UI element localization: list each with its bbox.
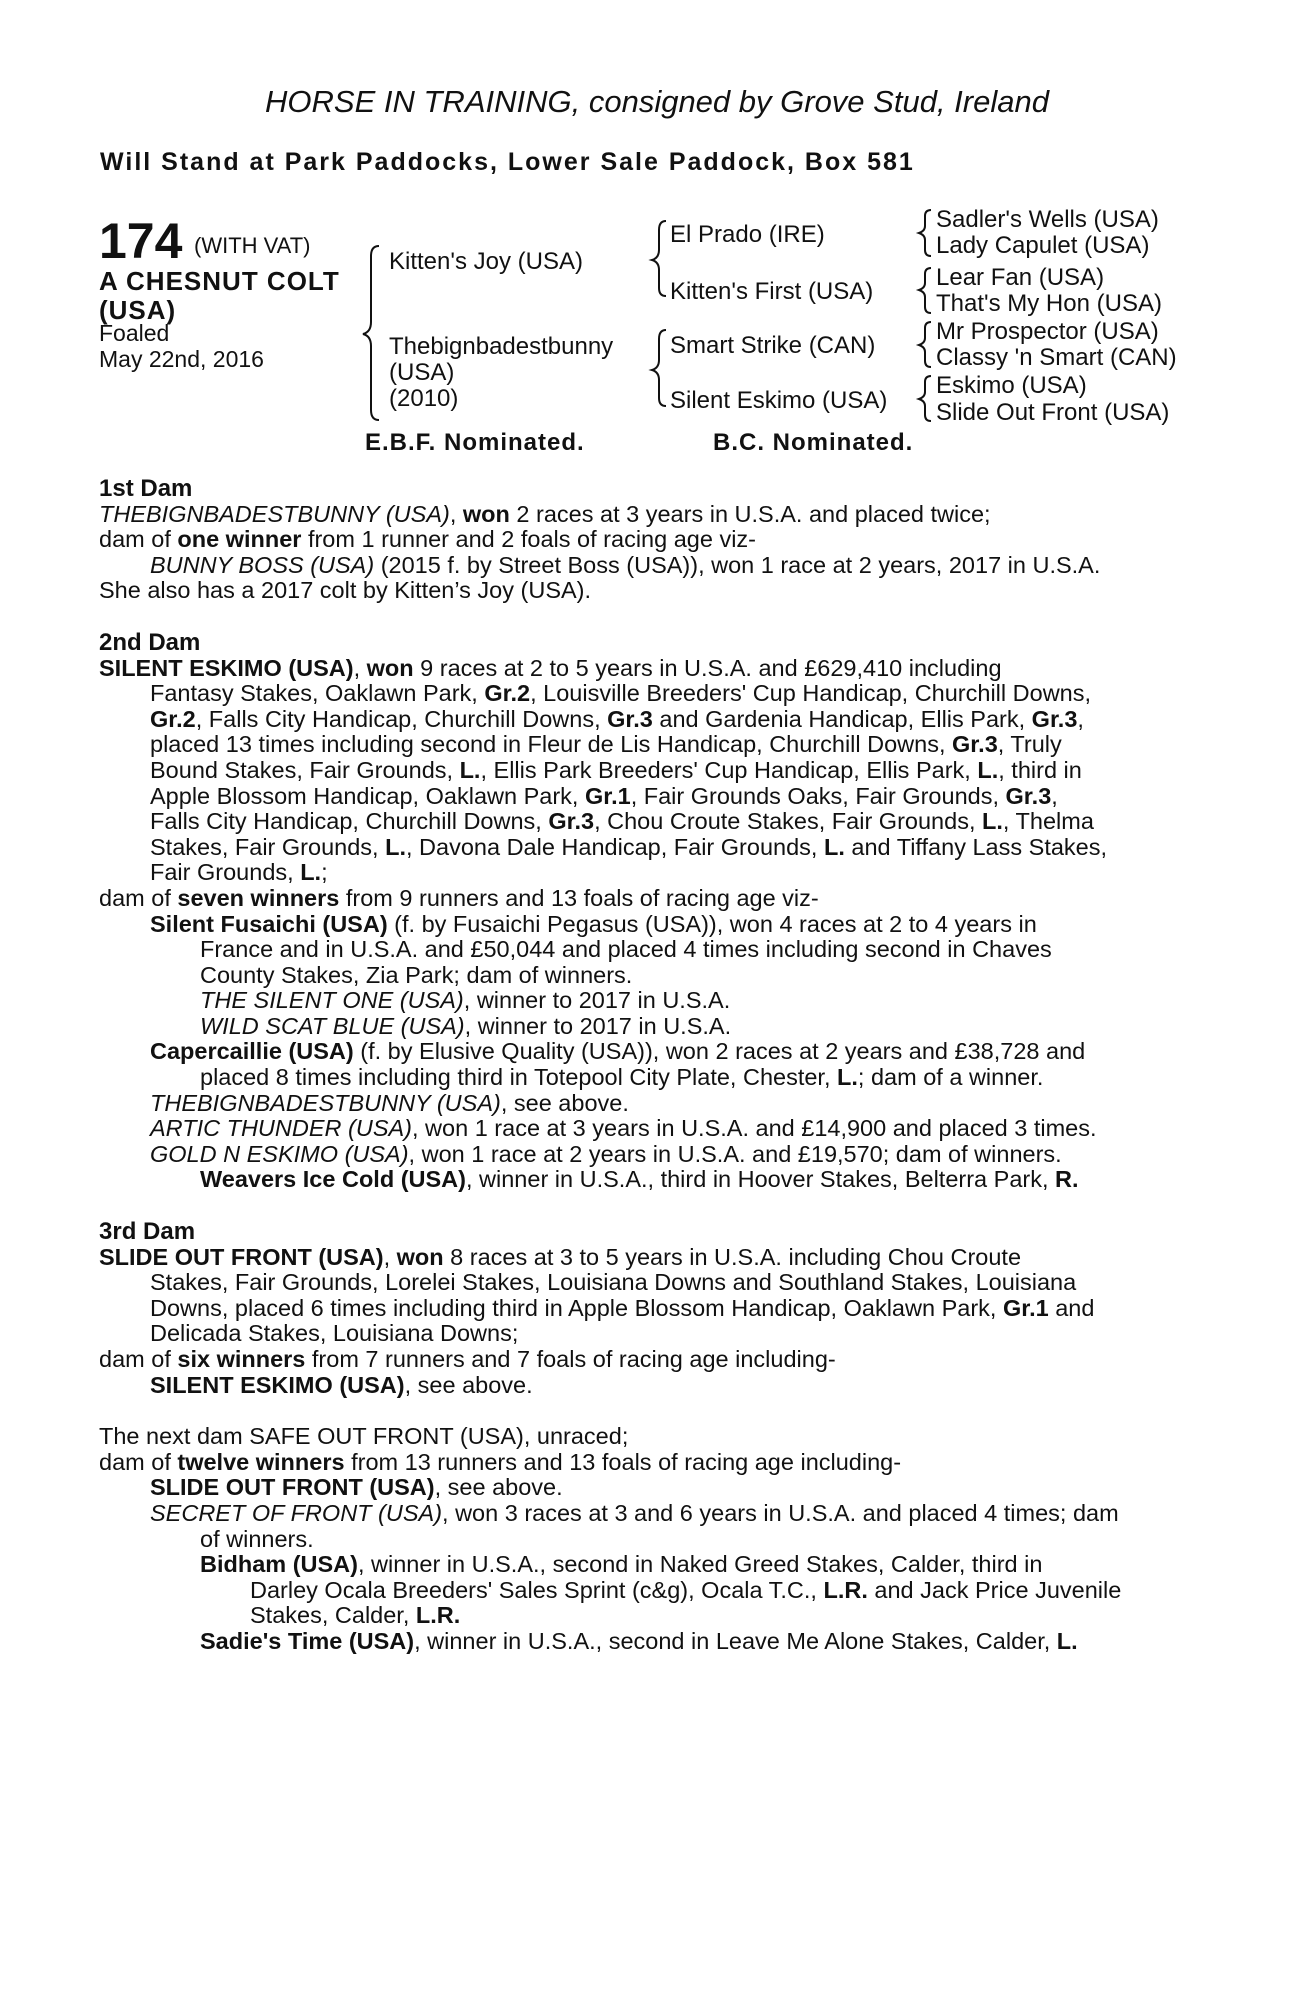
- produce-summary: from 13 runners and 13 foals of racing age including-: [344, 1448, 902, 1475]
- produce-silent-fusaichi: [99, 912, 1205, 938]
- foal-name: ARTIC THUNDER (USA): [150, 1115, 412, 1142]
- record-text: and: [1048, 1294, 1095, 1321]
- foal-record: , winner in U.S.A., second in Naked Greed Stakes, Calder, third in: [357, 1551, 1043, 1578]
- ancestor-4: That's My Hon (USA): [936, 290, 1162, 317]
- foal-record: , see above.: [404, 1371, 533, 1398]
- produce-capercaillie: [99, 1039, 1205, 1065]
- record-line: [150, 681, 1205, 707]
- grade: Gr.2: [484, 680, 531, 707]
- winner-count: twelve winners: [177, 1448, 345, 1475]
- foal-name: THEBIGNBADESTBUNNY (USA): [150, 1089, 501, 1116]
- lot-description: A CHESNUT COLT: [99, 266, 340, 296]
- foal-name: Weavers Ice Cold (USA): [200, 1166, 466, 1193]
- record-line: [150, 835, 1205, 861]
- record-text: Stakes, Fair Grounds,: [150, 833, 386, 860]
- produce-slide-out-front: [99, 1475, 1205, 1501]
- lot-number: 174: [99, 213, 183, 269]
- dam-of-label: dam of: [99, 884, 178, 911]
- foal-name: Capercaillie (USA): [150, 1038, 354, 1065]
- grade: Gr.2: [150, 705, 196, 732]
- winner-count: one winner: [177, 526, 302, 553]
- ancestor-3: Lear Fan (USA): [936, 264, 1105, 291]
- foal-name: THE SILENT ONE (USA): [200, 987, 464, 1014]
- second-dam-record-cont: [99, 681, 1205, 886]
- second-dam-name: SILENT ESKIMO (USA): [99, 654, 354, 681]
- lot-description-country: (USA): [99, 295, 177, 325]
- listed: L.: [982, 808, 1003, 835]
- dam-of-label: dam of: [99, 526, 178, 553]
- foal-record-line: County Stakes, Zia Park; dam of winners.: [200, 961, 633, 988]
- foal-name: BUNNY BOSS (USA): [150, 551, 375, 578]
- dam-year: (2010): [389, 385, 459, 412]
- grade: Gr.1: [1002, 1294, 1049, 1321]
- foal-name: SILENT ESKIMO (USA): [150, 1371, 405, 1398]
- grandfoal-bidham: [99, 1552, 1205, 1578]
- foal-record: ; dam of a winner.: [857, 1064, 1044, 1091]
- grade: Gr.3: [1005, 782, 1052, 809]
- ancestor-5: Mr Prospector (USA): [936, 318, 1159, 345]
- first-dam-record-text: 2 races at 3 years in U.S.A. and placed twice;: [509, 500, 991, 527]
- record-text: ;: [321, 859, 328, 886]
- listed: L.: [385, 833, 406, 860]
- dam-of-label: dam of: [99, 1448, 178, 1475]
- produce-summary: from 7 runners and 7 foals of racing age including-: [305, 1346, 836, 1372]
- sire-dam: Kitten's First (USA): [670, 278, 874, 305]
- foal-name: SECRET OF FRONT (USA): [150, 1499, 443, 1526]
- foal-record-line: [99, 1578, 1205, 1604]
- foal-record: Darley Ocala Breeders' Sales Sprint (c&g), Ocala T.C.,: [250, 1576, 824, 1603]
- record-text: , Chou Croute Stakes, Fair Grounds,: [594, 808, 983, 835]
- foal-record: (2015 f. by Street Boss (USA)), won 1 race at 2 years, 2017 in U.S.A.: [374, 551, 1101, 578]
- produce-secret-of-front: [99, 1501, 1205, 1527]
- record-text: 9 races at 2 to 5 years in U.S.A. and £629,410 including: [413, 654, 1002, 681]
- dam-dam: Silent Eskimo (USA): [670, 387, 888, 414]
- foal-record: (f. by Fusaichi Pegasus (USA)), won 4 races at 2 to 4 years in: [387, 910, 1037, 937]
- grandfoal-sadies-time: [99, 1629, 1205, 1655]
- record-line: Apple Blossom Handicap, Oaklawn Park, Gr.1, Fair Grounds Oaks, Fair Grounds, Gr.3,: [150, 782, 1058, 809]
- record-text: and Gardenia Handicap, Ellis Park,: [652, 705, 1032, 732]
- record-text: Apple Blossom Handicap, Oaklawn Park,: [150, 782, 585, 809]
- listed-restricted: L.R.: [823, 1576, 868, 1603]
- foal-record-line: of winners.: [200, 1525, 314, 1552]
- foal-record: , won 1 race at 2 years in U.S.A. and £19,570; dam of winners.: [408, 1140, 1062, 1167]
- sire: Kitten's Joy (USA): [389, 248, 583, 275]
- listed: L.: [459, 756, 481, 783]
- foal-record: , winner in U.S.A., second in Leave Me Alone Stakes, Calder,: [414, 1627, 1057, 1654]
- foal-name: Bidham (USA): [200, 1551, 358, 1578]
- bc-nominated: B.C. Nominated.: [713, 429, 914, 456]
- record-text: and Tiffany Lass Stakes,: [844, 833, 1108, 860]
- grade: Gr.3: [548, 808, 595, 835]
- listed: L.: [837, 1064, 858, 1091]
- produce-gold-n-eskimo: [99, 1142, 1205, 1168]
- ancestor-2: Lady Capulet (USA): [936, 232, 1150, 259]
- produce-thebignbadestbunny: [99, 1091, 1205, 1117]
- foaled-label: Foaled: [99, 320, 170, 346]
- dam-sire: Smart Strike (CAN): [670, 332, 876, 359]
- record-text: 8 races at 3 to 5 years in U.S.A. including Chou Croute: [443, 1243, 1022, 1270]
- foal-record: , won 3 races at 3 and 6 years in U.S.A. and placed 4 times; dam: [442, 1499, 1119, 1526]
- foal-record-line: France and in U.S.A. and £50,044 and placed 4 times including second in Chaves: [200, 936, 1052, 963]
- foal-name: WILD SCAT BLUE (USA): [200, 1012, 465, 1039]
- record-line: Delicada Stakes, Louisiana Downs;: [150, 1320, 519, 1347]
- grandfoal-wild-scat-blue: [99, 1014, 1205, 1040]
- grade: Gr.1: [584, 782, 631, 809]
- foal-record: (f. by Elusive Quality (USA)), won 2 races at 2 years and £38,728 and: [353, 1038, 1086, 1065]
- stand-location: Will Stand at Park Paddocks, Lower Sale Paddock, Box 581: [100, 148, 915, 176]
- grandfoal-the-silent-one: [99, 988, 1205, 1014]
- foal-record: Stakes, Calder,: [250, 1602, 416, 1629]
- first-dam-also: She also has a 2017 colt by Kitten’s Joy (USA).: [99, 577, 592, 604]
- second-dam-produce: [99, 886, 1205, 912]
- foal-record: placed 8 times including third in Totepool City Plate, Chester,: [200, 1064, 838, 1091]
- third-dam-name: SLIDE OUT FRONT (USA): [99, 1243, 384, 1270]
- produce-silent-eskimo: [99, 1373, 1205, 1399]
- foal-record-line: [99, 1603, 1205, 1629]
- fourth-dam-intro: The next dam SAFE OUT FRONT (USA), unraced;: [99, 1423, 629, 1450]
- second-dam-record-1: SILENT ESKIMO (USA), won 9 races at 2 to 5 years in U.S.A. and £629,410 including: [99, 654, 1002, 681]
- won-label: won: [366, 654, 414, 681]
- grandfoal-weavers-ice-cold: [99, 1167, 1205, 1193]
- vat-label: (WITH VAT): [194, 233, 311, 258]
- record-text: , Fair Grounds Oaks, Fair Grounds,: [630, 782, 1006, 809]
- sire-sire: El Prado (IRE): [670, 221, 825, 248]
- ebf-nominated: E.B.F. Nominated.: [365, 429, 585, 456]
- grade: Gr.3: [1031, 705, 1078, 732]
- record-text: Downs, placed 6 times including third in Apple Blossom Handicap, Oaklawn Park,: [150, 1294, 1003, 1321]
- third-dam-record-cont: [99, 1270, 1205, 1347]
- record-text: , Thelma: [1002, 808, 1094, 835]
- foal-record: , winner to 2017 in U.S.A.: [463, 987, 731, 1014]
- foal-name: GOLD N ESKIMO (USA): [150, 1140, 409, 1167]
- listed: L.: [823, 833, 845, 860]
- ancestor-8: Slide Out Front (USA): [936, 399, 1170, 426]
- listed-restricted: L.R.: [415, 1602, 461, 1629]
- first-dam-record: THEBIGNBADESTBUNNY (USA), won 2 races at 3 years in U.S.A. and placed twice;: [99, 500, 991, 527]
- won-label: won: [396, 1243, 444, 1270]
- foal-name: SLIDE OUT FRONT (USA): [150, 1474, 435, 1501]
- listed: L.: [300, 859, 322, 886]
- foal-record: , winner in U.S.A., third in Hoover Stakes, Belterra Park,: [465, 1166, 1056, 1193]
- record-text: , Truly: [997, 731, 1062, 758]
- produce-summary: from 9 runners and 13 foals of racing age viz-: [339, 884, 819, 911]
- winner-count: six winners: [177, 1346, 306, 1372]
- won-label: won: [462, 500, 510, 527]
- third-dam-record: SLIDE OUT FRONT (USA), won 8 races at 3 to 5 years in U.S.A. including Chou Croute: [99, 1243, 1022, 1270]
- record-text: Fantasy Stakes, Oaklawn Park,: [150, 680, 485, 707]
- record-line: [150, 860, 1205, 886]
- record-text: , Davona Dale Handicap, Fair Grounds,: [405, 833, 824, 860]
- foal-record: , won 1 race at 3 years in U.S.A. and £14,900 and placed 3 times.: [412, 1115, 1097, 1142]
- first-dam-name: THEBIGNBADESTBUNNY (USA): [99, 500, 450, 527]
- ancestor-1: Sadler's Wells (USA): [936, 206, 1159, 233]
- record-text: placed 13 times including second in Fleur de Lis Handicap, Churchill Downs,: [150, 731, 953, 758]
- ancestor-7: Eskimo (USA): [936, 372, 1087, 399]
- foal-name: Silent Fusaichi (USA): [150, 910, 388, 937]
- grade: Gr.3: [607, 705, 653, 732]
- record-text: , third in: [998, 756, 1082, 783]
- restricted: R.: [1055, 1166, 1079, 1193]
- page-header: HORSE IN TRAINING, consigned by Grove Stud, Ireland: [265, 84, 1049, 119]
- foal-record: , winner to 2017 in U.S.A.: [464, 1012, 732, 1039]
- third-dam-produce: [99, 1347, 1205, 1373]
- record-text: Falls City Handicap, Churchill Downs,: [150, 808, 549, 835]
- record-line: Stakes, Fair Grounds, Lorelei Stakes, Louisiana Downs and Southland Stakes, Louisiana: [150, 1269, 1077, 1296]
- record-text: Bound Stakes, Fair Grounds,: [150, 756, 460, 783]
- catalogue-body: [99, 476, 1205, 1655]
- produce-artic-thunder: [99, 1116, 1205, 1142]
- listed: L.: [977, 756, 999, 783]
- record-text: , Falls City Handicap, Churchill Downs,: [195, 705, 608, 732]
- record-line: [150, 758, 1205, 784]
- dam-name: Thebignbadestbunny: [389, 333, 614, 360]
- foal-record: , see above.: [434, 1474, 563, 1501]
- second-dam-heading: 2nd Dam: [99, 628, 201, 656]
- dam-country: (USA): [389, 359, 455, 386]
- winner-count: seven winners: [177, 884, 340, 911]
- record-line: [150, 809, 1205, 835]
- first-dam-produce: [99, 527, 1205, 553]
- foal-record: , see above.: [500, 1089, 629, 1116]
- record-line: [150, 1296, 1205, 1322]
- record-text: , Ellis Park Breeders' Cup Handicap, Ellis Park,: [480, 756, 978, 783]
- foal-record: and Jack Price Juvenile: [867, 1576, 1122, 1603]
- record-text: , Louisville Breeders' Cup Handicap, Churchill Downs,: [530, 680, 1092, 707]
- listed: L.: [1056, 1627, 1078, 1654]
- grade: Gr.3: [952, 731, 998, 758]
- record-line: Gr.2, Falls City Handicap, Churchill Downs, Gr.3 and Gardenia Handicap, Ellis Park, Gr.3,: [150, 705, 1084, 732]
- fourth-dam-produce: [99, 1450, 1205, 1476]
- foaled-date: May 22nd, 2016: [99, 346, 264, 372]
- dam-of-label: dam of: [99, 1346, 178, 1372]
- foal-record-line: [99, 1065, 1205, 1091]
- produce-summary: from 1 runner and 2 foals of racing age viz-: [301, 526, 756, 553]
- ancestor-6: Classy 'n Smart (CAN): [936, 344, 1177, 371]
- record-line: [150, 732, 1205, 758]
- first-dam-heading: 1st Dam: [99, 475, 193, 502]
- record-text: Fair Grounds,: [150, 859, 301, 886]
- third-dam-heading: 3rd Dam: [99, 1218, 196, 1246]
- first-dam-foal: [99, 553, 1205, 579]
- foal-name: Sadie's Time (USA): [200, 1627, 415, 1654]
